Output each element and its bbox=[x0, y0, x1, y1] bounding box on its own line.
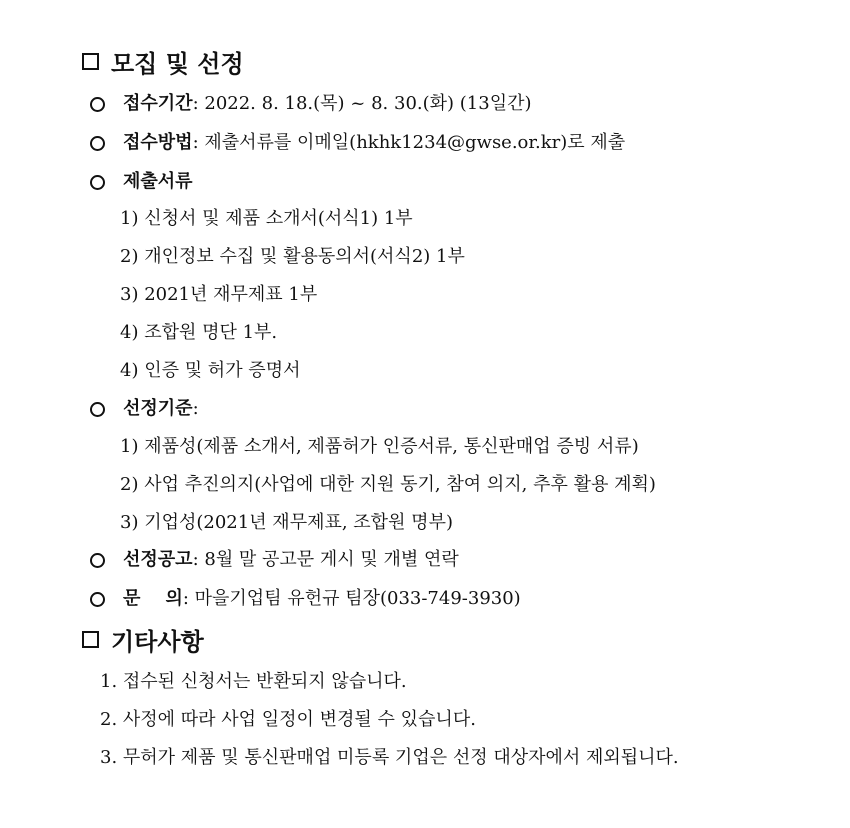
bullet-separator: : bbox=[192, 398, 199, 419]
bullet-text: 제출서류를 이메일(hkhk1234@gwse.or.kr)로 제출 bbox=[198, 132, 626, 153]
section-header-recruitment bbox=[82, 44, 244, 79]
bullet-separator: : bbox=[192, 549, 199, 570]
bullet-label: 접수방법 bbox=[123, 132, 193, 153]
bullet-submission-docs bbox=[90, 170, 193, 194]
section-title: 모집 및 선정 bbox=[111, 50, 244, 78]
list-item: 3. 무허가 제품 및 통신판매업 미등록 기업은 선정 대상자에서 제외됩니다. bbox=[100, 747, 679, 768]
circle-bullet-icon bbox=[90, 402, 105, 417]
circle-bullet-icon bbox=[90, 592, 105, 607]
bullet-text: 8월 말 공고문 게시 및 개별 연락 bbox=[198, 549, 459, 570]
bullet-reception-period bbox=[90, 92, 532, 116]
bullet-selection-criteria bbox=[90, 397, 199, 421]
list-item: 3) 2021년 재무제표 1부 bbox=[120, 284, 318, 305]
circle-bullet-icon bbox=[90, 553, 105, 568]
square-bullet-icon bbox=[82, 631, 99, 648]
list-item: 1) 신청서 및 제품 소개서(서식1) 1부 bbox=[120, 208, 413, 229]
list-item: 2) 사업 추진의지(사업에 대한 지원 동기, 참여 의지, 추후 활용 계획) bbox=[120, 474, 656, 495]
bullet-label: 선정공고 bbox=[123, 549, 193, 570]
list-item: 4) 조합원 명단 1부. bbox=[120, 322, 278, 343]
bullet-inquiry bbox=[90, 587, 521, 611]
section-header-other bbox=[82, 622, 204, 657]
bullet-label: 접수기간 bbox=[123, 93, 193, 114]
bullet-separator: : bbox=[182, 588, 189, 609]
bullet-selection-announcement bbox=[90, 548, 459, 572]
section-title: 기타사항 bbox=[111, 628, 204, 656]
list-item: 1) 제품성(제품 소개서, 제품허가 인증서류, 통신판매업 증빙 서류) bbox=[120, 436, 639, 457]
list-item: 1. 접수된 신청서는 반환되지 않습니다. bbox=[100, 671, 407, 692]
circle-bullet-icon bbox=[90, 175, 105, 190]
list-item: 3) 기업성(2021년 재무제표, 조합원 명부) bbox=[120, 512, 453, 533]
bullet-label: 제출서류 bbox=[123, 171, 193, 192]
bullet-separator: : bbox=[192, 132, 199, 153]
list-item: 2. 사정에 따라 사업 일정이 변경될 수 있습니다. bbox=[100, 709, 476, 730]
list-item: 4) 인증 및 허가 증명서 bbox=[120, 360, 301, 381]
bullet-text: 2022. 8. 18.(목) ~ 8. 30.(화) (13일간) bbox=[198, 93, 532, 114]
square-bullet-icon bbox=[82, 53, 99, 70]
circle-bullet-icon bbox=[90, 136, 105, 151]
circle-bullet-icon bbox=[90, 97, 105, 112]
bullet-reception-method bbox=[90, 131, 625, 155]
bullet-label: 선정기준 bbox=[123, 398, 193, 419]
bullet-label: 문 의 bbox=[123, 588, 183, 609]
bullet-separator: : bbox=[192, 93, 199, 114]
bullet-text: 마을기업팀 유헌규 팀장(033-749-3930) bbox=[188, 588, 521, 609]
list-item: 2) 개인정보 수집 및 활용동의서(서식2) 1부 bbox=[120, 246, 465, 267]
